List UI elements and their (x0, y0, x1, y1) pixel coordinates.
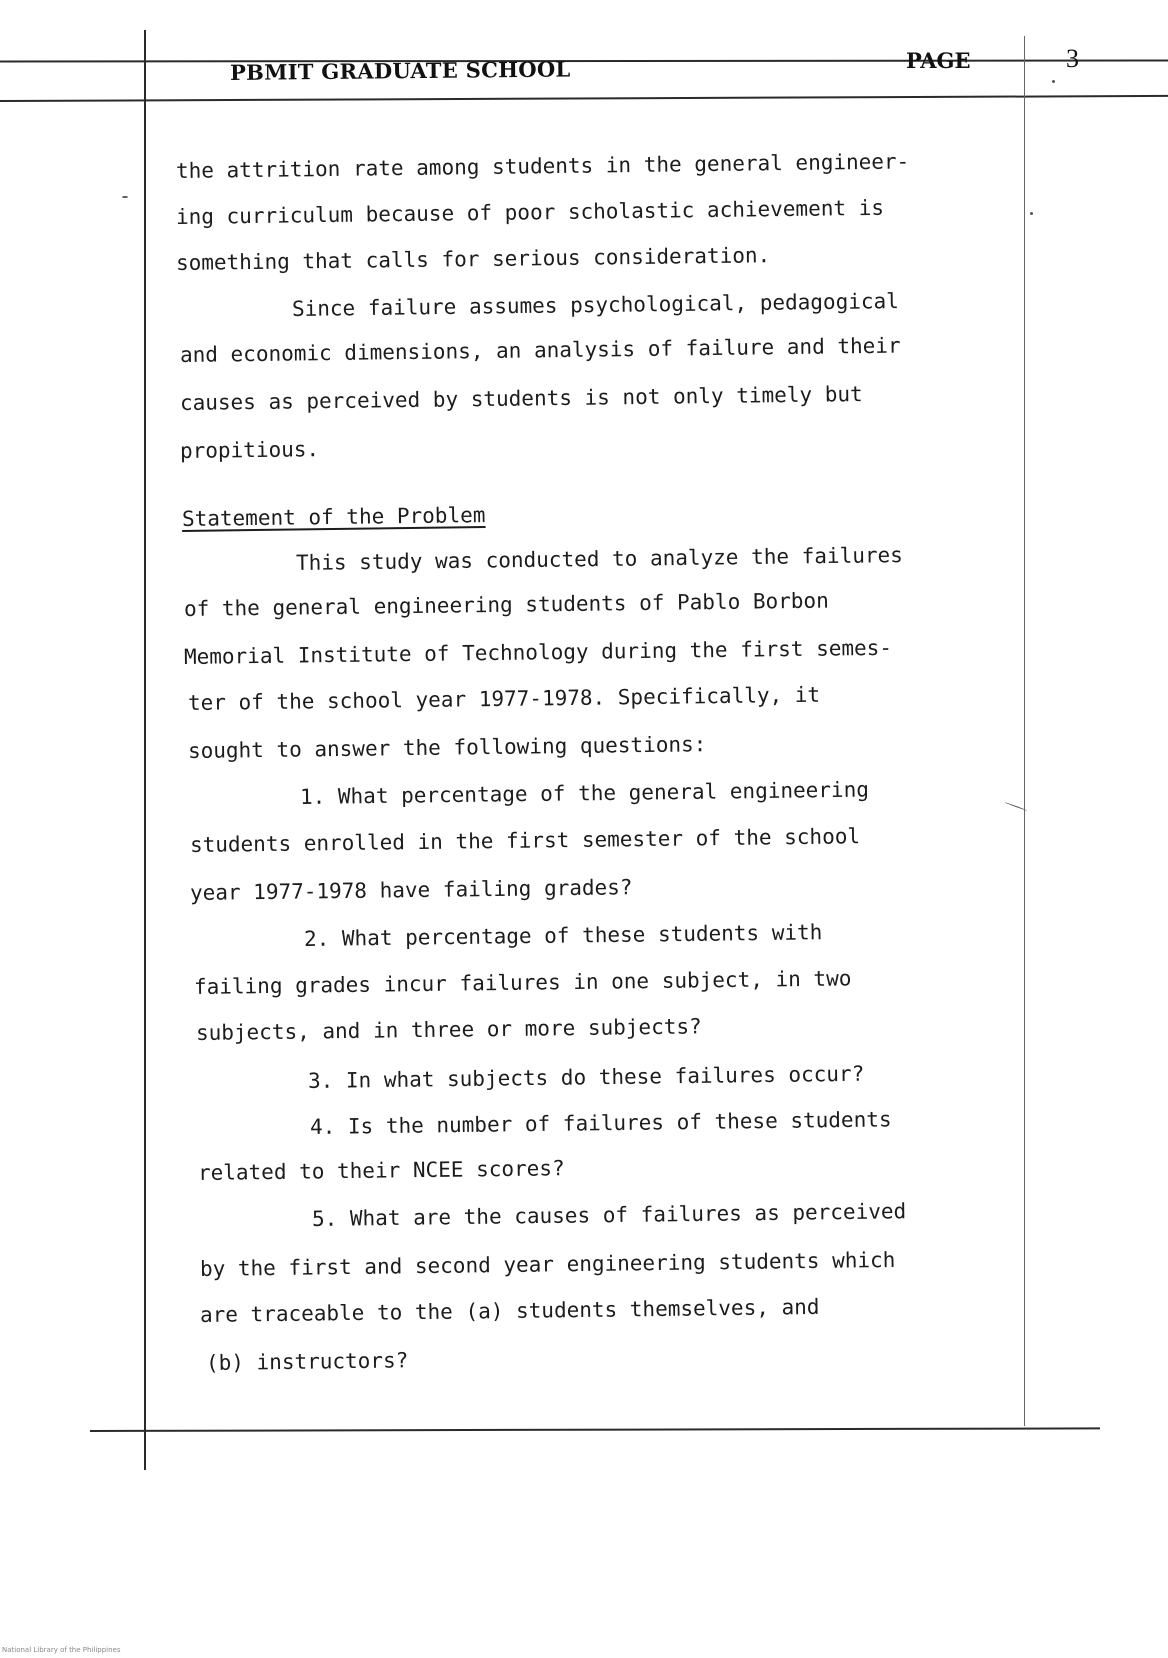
problem-line: Memorial Institute of Technology during the first semes- (183, 635, 893, 669)
header-bottom-rule (0, 95, 1168, 102)
question-4: 4. Is the number of failures of these students (309, 1107, 892, 1139)
problem-line: of the general engineering students of Pablo Borbon (183, 588, 829, 621)
body-line: Since failure assumes psychological, pedagogical (291, 289, 899, 321)
question-5: 5. What are the causes of failures as perceived (311, 1199, 907, 1231)
problem-line: students enrolled in the first semester of the school (189, 824, 861, 857)
question-2: 2. What percentage of these students with (303, 920, 823, 951)
scan-speck (122, 196, 128, 198)
scan-speck (1052, 80, 1055, 83)
problem-line: are traceable to the (a) students themselves, and (199, 1294, 820, 1327)
scan-speck (1030, 212, 1033, 215)
body-line: something that calls for serious consideration. (175, 243, 771, 275)
header-top-rule (0, 59, 1168, 62)
problem-line: ter of the school year 1977-1978. Specifically, it (187, 682, 821, 715)
body-line: causes as perceived by students is not only timely but (179, 382, 863, 415)
page-label: PAGE (906, 48, 971, 73)
bottom-rule (90, 1427, 1100, 1432)
left-margin-rule (144, 30, 146, 1470)
question-1: 1. What percentage of the general engineering (299, 777, 870, 809)
footer-note: National Library of the Philippines (2, 1646, 121, 1654)
page-number: 3 (1066, 44, 1079, 73)
body-line: ing curriculum because of poor scholastic achievement is (175, 195, 885, 229)
problem-line: sought to answer the following questions: (187, 732, 707, 763)
section-heading: Statement of the Problem (181, 503, 486, 531)
institution-name: PBMIT GRADUATE SCHOOL (229, 56, 571, 85)
problem-line: This study was conducted to analyze the failures (295, 543, 903, 575)
right-margin-rule (1024, 36, 1025, 1426)
problem-line: (b) instructors? (205, 1348, 409, 1375)
problem-line: subjects, and in three or more subjects? (195, 1014, 702, 1045)
problem-line: by the first and second year engineering students which (199, 1247, 896, 1281)
body-line: and economic dimensions, an analysis of failure and their (179, 333, 901, 367)
problem-line: failing grades incur failures in one subject, in two (193, 966, 852, 999)
problem-line: related to their NCEE scores? (197, 1156, 565, 1185)
question-3: 3. In what subjects do these failures occur? (307, 1061, 865, 1093)
problem-line: year 1977-1978 have failing grades? (189, 875, 633, 905)
body-line: propitious. (179, 437, 320, 463)
body-line: the attrition rate among students in the general engineer- (175, 149, 910, 183)
